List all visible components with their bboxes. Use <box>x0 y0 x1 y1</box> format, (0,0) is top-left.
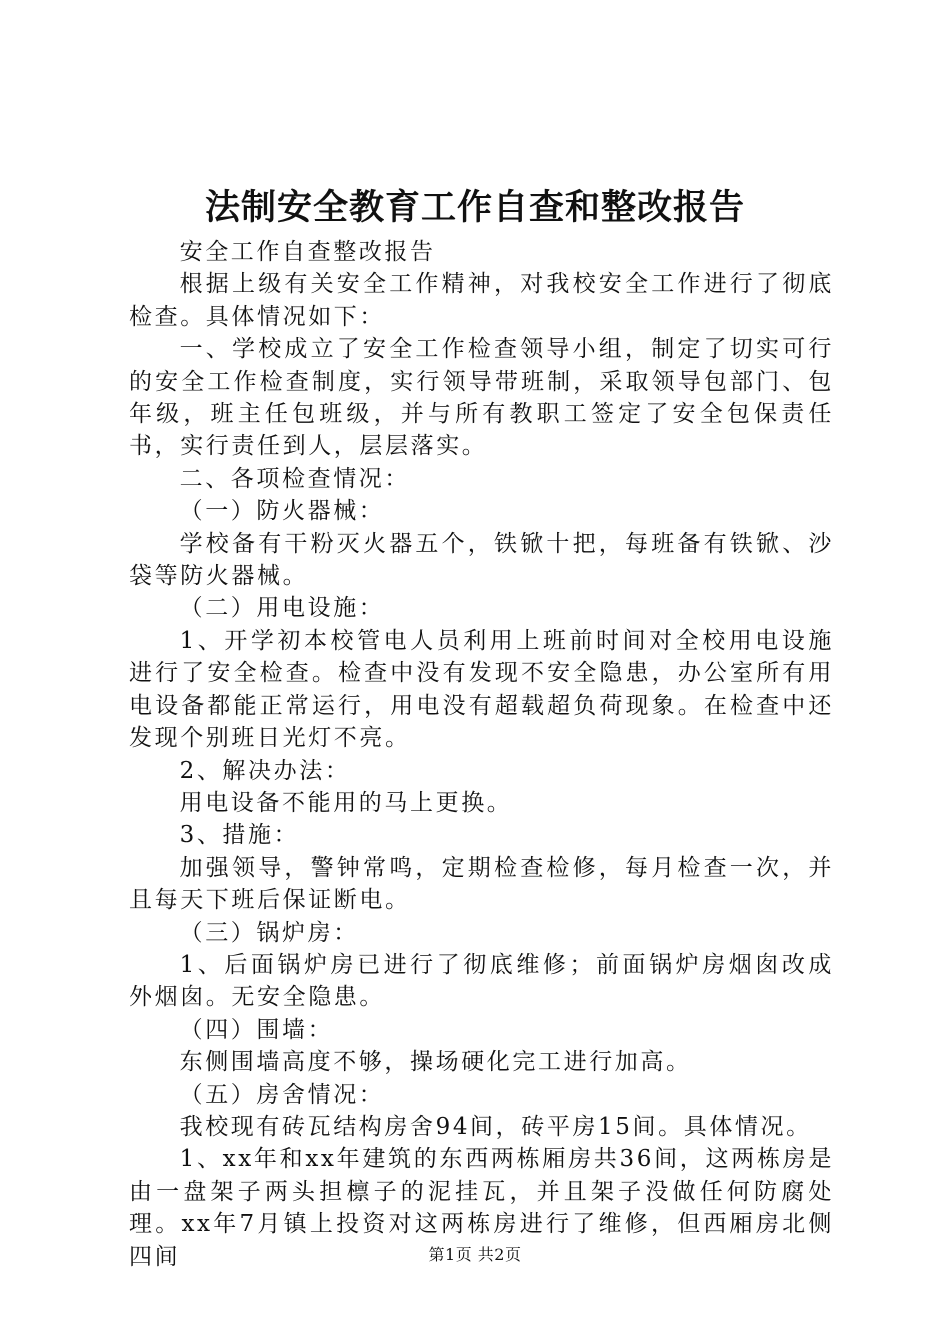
paragraph: 学校备有干粉灭火器五个，铁锨十把，每班备有铁锨、沙袋等防火器械。 <box>129 530 834 590</box>
paragraph: 2、解决办法： <box>179 757 351 784</box>
subsection-heading: （三）锅炉房： <box>179 919 359 946</box>
paragraph: 1、开学初本校管电人员利用上班前时间对全校用电设施进行了安全检查。检查中没有发现不安全隐患，办公室所有用电设备都能正常运行，用电没有超载超负荷现象。在检查中还发现个别班日光灯不亮。 <box>129 627 834 752</box>
paragraph-subtitle: 安全工作自查整改报告 <box>179 239 436 265</box>
subsection-heading: （一）防火器械： <box>179 498 385 525</box>
document-title: 法制安全教育工作自查和整改报告 <box>204 188 745 228</box>
paragraph: 1、xx年和xx年建筑的东西两栋厢房共36间，这两栋房是由一盘架子两头担檩子的泥挂瓦，并且架子没做任何防腐处理。xx年7月镇上投资对这两栋房进行了维修，但西厢房北侧四间 <box>129 1146 834 1270</box>
subsection-heading: （四）围墙： <box>179 1016 334 1043</box>
paragraph: 一、学校成立了安全工作检查领导小组，制定了切实可行的安全工作检查制度，实行领导带班制，采取领导包部门、包年级，班主任包班级，并与所有教职工签定了安全包保责任书，实行责任到人，层层落实。 <box>129 336 834 460</box>
page-footer: 第1页 共2页 <box>428 1245 522 1264</box>
document-body <box>129 236 834 1273</box>
subsection-heading: （五）房舍情况： <box>179 1081 385 1108</box>
paragraph: 3、措施： <box>179 822 300 849</box>
paragraph: 加强领导，警钟常鸣，定期检查检修，每月检查一次，并且每天下班后保证断电。 <box>129 854 834 914</box>
paragraph: 我校现有砖瓦结构房舍94间，砖平房15间。具体情况。 <box>179 1113 812 1140</box>
paragraph: 用电设备不能用的马上更换。 <box>179 789 513 816</box>
paragraph: 1、后面锅炉房已进行了彻底维修；前面锅炉房烟囱改成外烟囱。无安全隐患。 <box>129 951 834 1011</box>
paragraph: 东侧围墙高度不够，操场硬化完工进行加高。 <box>179 1049 692 1076</box>
section-heading: 二、各项检查情况： <box>179 465 410 492</box>
paragraph: 根据上级有关安全工作精神，对我校安全工作进行了彻底检查。具体情况如下： <box>129 271 834 330</box>
subsection-heading: （二）用电设施： <box>179 595 385 622</box>
